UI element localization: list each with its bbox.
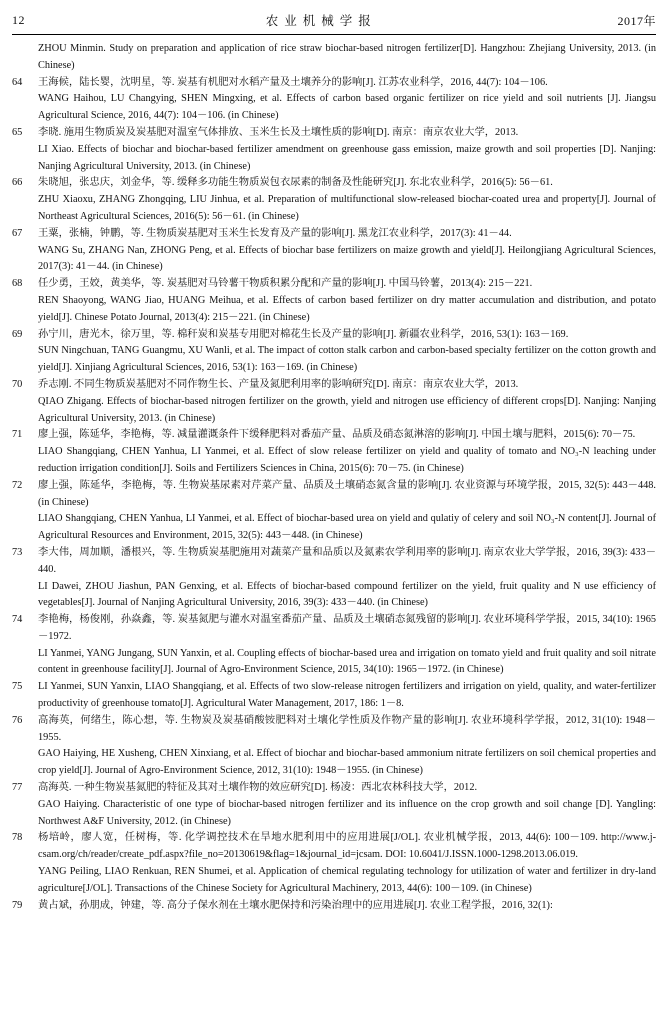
- running-header: [12, 10, 656, 35]
- reference-number: 79: [12, 899, 23, 911]
- reference-text: [38, 175, 656, 225]
- reference-number: 75: [12, 681, 23, 693]
- reference-text: [38, 830, 656, 897]
- journal-title: 农业机械学报: [265, 14, 377, 28]
- reference-text: [38, 780, 656, 830]
- reference-primary-citation: 高海英. 一种生物炭基氮肥的特征及其对土壤作物的效应研究[D]. 杨凌：西北农林科技大学，2012.: [38, 782, 478, 794]
- reference-english-citation: LI Dawei, ZHOU Jiashun, PAN Genxing, et al. Effects of biochar-based compound fertilizer on the yield, fruit quality and N use efficiency of vegetables[J]. Journal of Nanjing Agricultural University, 2016, 39(3): 433－440. (in Chinese): [38, 580, 656, 609]
- reference-english-citation: REN Shaoyong, WANG Jiao, HUANG Meihua, et al. Effects of carbon based fertilizer on dry matter accumulation and distribution, and potato yield[J]. Chinese Potato Journal, 2013(4): 215－221. (in Chinese): [38, 294, 656, 323]
- reference-primary-citation: 李晓. 施用生物质炭及炭基肥对温室气体排放、玉米生长及土壤性质的影响[D]. 南京：南京农业大学，2013.: [38, 126, 519, 138]
- reference-english-citation: WANG Su, ZHANG Nan, ZHONG Peng, et al. Effects of biochar base fertilizers on maize growth and yield[J]. Heilongjiang Agricultural Sciences, 2017(3): 41－44. (in Chinese): [38, 244, 656, 273]
- reference-primary-citation: 朱晓旭，张忠庆，刘金华，等. 缓释多功能生物质炭包衣尿素的制备及性能研究[J]. 东北农业科学，2016(5): 56－61.: [38, 177, 553, 189]
- reference-item: [12, 427, 656, 477]
- reference-english-citation: LI Xiao. Effects of biochar and biochar-based fertilizer amendment on greenhouse gass emission, maize growth and soil properties [D]. Nanjing: Nanjing Agricultural University, 2013. (in Chinese): [38, 143, 656, 172]
- reference-number: 72: [12, 479, 23, 491]
- reference-text: [38, 679, 656, 713]
- reference-item: [12, 276, 656, 326]
- reference-text: [38, 75, 656, 125]
- reference-item: [12, 175, 656, 225]
- reference-number: 70: [12, 378, 23, 390]
- reference-primary-citation: 杨培岭，廖人宽，任树梅，等. 化学调控技术在旱地水肥利用中的应用进展[J/OL]. 农业机械学报，2013, 44(6): 100－109. http://www.j-csam.org/ch/reader/create_pdf.aspx?file_no=20130619&flag=1&journal_id=jcsam. DOI: 10.6041/J.ISSN.1000-1298.2013.06.019.: [38, 832, 656, 861]
- reference-number: 77: [12, 782, 23, 794]
- reference-english-citation: YANG Peiling, LIAO Renkuan, REN Shumei, et al. Application of chemical regulating technology for utilization of water and fertilizer in dry-land agriculture[J/OL]. Transactions of the Chinese Society for Agricultural Machinery, 2013, 44(6): 100－109. (in Chinese): [38, 866, 656, 894]
- reference-item: [12, 377, 656, 427]
- reference-primary-citation: 孙宁川，唐光木，徐万里，等. 棉秆炭和炭基专用肥对棉花生长及产量的影响[J]. 新疆农业科学，2016, 53(1): 163－169.: [38, 328, 569, 340]
- reference-item: [12, 898, 656, 915]
- reference-number: 76: [12, 714, 23, 726]
- reference-number: 73: [12, 546, 23, 558]
- reference-primary-citation: 黄占斌，孙朋成，钟建，等. 高分子保水剂在土壤水肥保持和污染治理中的应用进展[J]. 农业工程学报，2016, 32(1):: [38, 899, 553, 911]
- reference-text: [38, 478, 656, 545]
- reference-primary-citation: 王海候，陆长婴，沈明星，等. 炭基有机肥对水稻产量及土壤养分的影响[J]. 江苏农业科学，2016, 44(7): 104－106.: [38, 76, 548, 88]
- reference-text: [38, 226, 656, 276]
- reference-text: [38, 41, 656, 75]
- reference-english-citation: WANG Haihou, LU Changying, SHEN Mingxing, et al. Effects of carbon based organic fertilizer on rice yield and soil nutrients [J]. Jiangsu Agricultural Science, 2016, 44(7): 104－106. (in Chinese): [38, 93, 656, 122]
- reference-text: [38, 427, 656, 477]
- reference-english-citation: LIAO Shangqiang, CHEN Yanhua, LI Yanmei, et al. Effect of biochar-based urea on yield and qulatiy of celery and soil NO₃-N content[J]. Journal of Agricultural Resources and Environment, 2015, 32(5): 443－448. (in Chinese): [38, 513, 656, 542]
- reference-number: 66: [12, 177, 23, 189]
- reference-text: [38, 377, 656, 427]
- reference-text: [38, 125, 656, 175]
- reference-text: [38, 612, 656, 679]
- reference-primary-citation: ZHOU Minmin. Study on preparation and application of rice straw biochar-based nitrogen fertilizer[D]. Hangzhou: Zhejiang University, 2013. (in Chinese): [38, 43, 656, 71]
- reference-english-citation: LI Yanmei, YANG Jungang, SUN Yanxin, et al. Coupling effects of biochar-based urea and irrigation on tomato yield and fruit quality and soil nitrate content in greenhouse facility[J]. Journal of Agro-Environment Science, 2015, 34(10): 1965－1972. (in Chinese): [38, 647, 656, 676]
- reference-item: [12, 830, 656, 897]
- reference-item: [12, 679, 656, 713]
- reference-item: [12, 125, 656, 175]
- reference-item: [12, 780, 656, 830]
- reference-list: [12, 41, 656, 914]
- reference-number: 71: [12, 429, 23, 441]
- reference-english-citation: GAO Haiying. Characteristic of one type of biochar-based nitrogen fertilizer and its influence on the crop growth and soil change [D]. Yangling: Northwest A&F University, 2012. (in Chinese): [38, 798, 656, 827]
- reference-primary-citation: 王粟，张楠，钟鹏，等. 生物质炭基肥对玉米生长发育及产量的影响[J]. 黑龙江农业科学，2017(3): 41－44.: [38, 227, 512, 239]
- reference-english-citation: ZHU Xiaoxu, ZHANG Zhongqing, LIU Jinhua, et al. Preparation of multifunctional slow-released biochar-coated urea and property[J]. Journal of Northeast Agricultural Sciences, 2016(5): 56－61. (in Chinese): [38, 194, 656, 222]
- reference-item: [12, 478, 656, 545]
- reference-number: 68: [12, 278, 23, 290]
- reference-english-citation: LIAO Shangqiang, CHEN Yanhua, LI Yanmei, et al. Effect of slow release fertilizer on yield and quality of tomato and NO₃-N leaching under reduction irrigation condition[J]. Soils and Fertilizers Sciences in China, 2015(6): 70－75. (in Chinese): [38, 446, 656, 474]
- reference-item: [12, 327, 656, 377]
- reference-number: 78: [12, 832, 23, 844]
- reference-number: 64: [12, 76, 23, 88]
- reference-primary-citation: 廖上强，陈延华，李艳梅，等. 生物炭基尿素对芹菜产量、品质及土壤硝态氮含量的影响[J]. 农业资源与环境学报，2015, 32(5): 443－448. (in Chinese): [38, 479, 656, 508]
- reference-number: 67: [12, 227, 23, 239]
- reference-primary-citation: 任少勇，王姣，黄美华，等. 炭基肥对马铃薯干物质积累分配和产量的影响[J]. 中国马铃薯，2013(4): 215－221.: [38, 278, 533, 290]
- page-number: 12: [12, 12, 25, 27]
- reference-text: [38, 545, 656, 612]
- reference-primary-citation: 高海英，何绪生，陈心想，等. 生物炭及炭基硝酸铵肥料对土壤化学性质及作物产量的影响[J]. 农业环境科学学报，2012, 31(10): 1948－1955.: [38, 714, 656, 743]
- reference-number: 65: [12, 126, 23, 138]
- reference-text: [38, 898, 656, 915]
- reference-text: [38, 327, 656, 377]
- reference-primary-citation: 廖上强，陈延华，李艳梅，等. 减量灌溉条件下缓释肥料对番茄产量、品质及硝态氮淋溶的影响[J]. 中国土壤与肥料，2015(6): 70－75.: [38, 429, 636, 441]
- reference-item: [12, 75, 656, 125]
- reference-item: [12, 545, 656, 612]
- reference-english-citation: GAO Haiying, HE Xusheng, CHEN Xinxiang, et al. Effect of biochar and biochar-based ammonium nitrate fertilizers on soil chemical properties and crop yield[J]. Journal of Agro-Environment Science, 2012, 31(10): 1948－1955. (in Chinese): [38, 748, 656, 777]
- reference-primary-citation: 乔志刚. 不同生物质炭基肥对不同作物生长、产量及氮肥利用率的影响研究[D]. 南京：南京农业大学，2013.: [38, 378, 519, 390]
- reference-number: 74: [12, 614, 23, 626]
- reference-primary-citation: 李大伟，周加顺，潘根兴，等. 生物质炭基肥施用对蔬菜产量和品质以及氮素农学利用率的影响[J]. 南京农业大学学报，2016, 39(3): 433－440.: [38, 546, 656, 575]
- reference-text: [38, 276, 656, 326]
- reference-item: [12, 612, 656, 679]
- publication-year: 2017年: [617, 13, 656, 28]
- reference-number: 69: [12, 328, 23, 340]
- reference-primary-citation: 李艳梅，杨俊刚，孙焱鑫，等. 炭基氮肥与灌水对温室番茄产量、品质及土壤硝态氮残留的影响[J]. 农业环境科学学报，2015, 34(10): 1965－1972.: [38, 614, 656, 642]
- reference-english-citation: SUN Ningchuan, TANG Guangmu, XU Wanli, et al. The impact of cotton stalk carbon and carbon-based specialty fertilizer on the cotton growth and yield[J]. Xinjiang Agricultural Sciences, 2016, 53(1): 163－169. (in Chinese): [38, 345, 656, 374]
- reference-item: [12, 41, 656, 75]
- reference-text: [38, 713, 656, 780]
- reference-primary-citation: LI Yanmei, SUN Yanxin, LIAO Shangqiang, et al. Effects of two slow-release nitrogen fertilizers and irrigation on yield, quality, and water-fertilizer productivity of greenhouse tomato[J]. Agricultural Water Management, 2017, 186: 1－8.: [38, 681, 656, 710]
- reference-english-citation: QIAO Zhigang. Effects of biochar-based nitrogen fertilizer on the growth, yield and nitrogen use efficiency of different crops[D]. Nanjing: Nanjing Agricultural University, 2013. (in Chinese): [38, 395, 656, 424]
- reference-item: [12, 226, 656, 276]
- reference-item: [12, 713, 656, 780]
